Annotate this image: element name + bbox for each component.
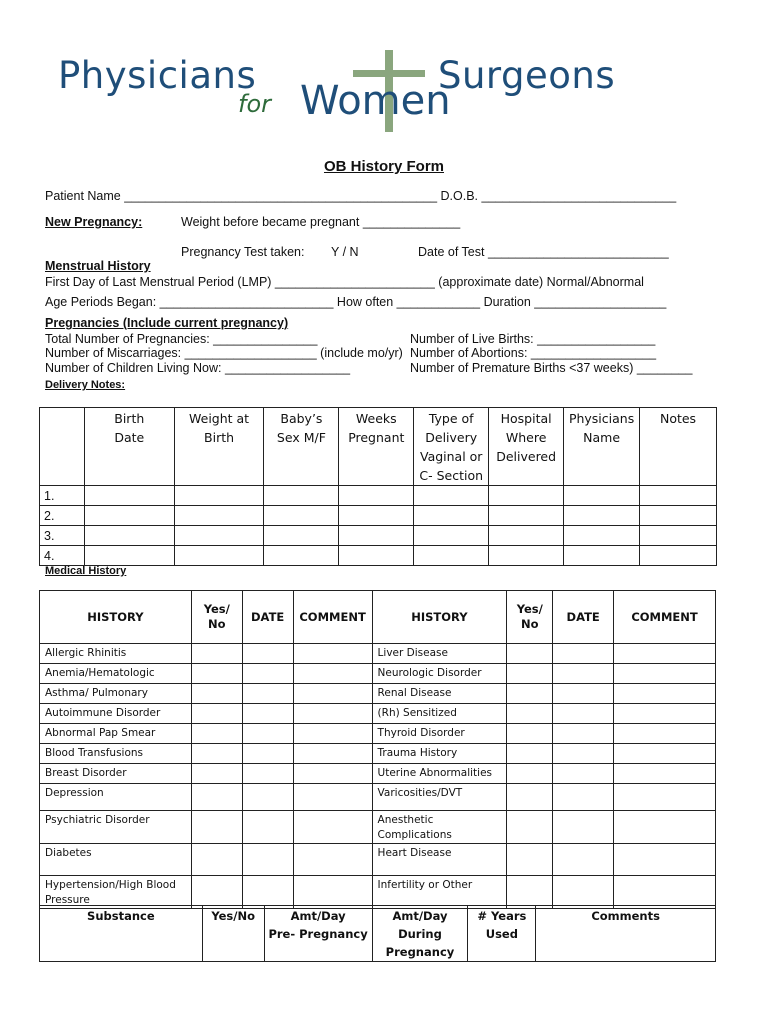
table-row: [40, 526, 717, 546]
delivery-header-birth-date: Birth Date: [84, 408, 174, 486]
substance-header-row: [40, 906, 716, 962]
lmp-field[interactable]: First Day of Last Menstrual Period (LMP) _______________________ (approximate date) Normal/Abnormal: [45, 275, 644, 289]
condition-label: (Rh) Sensitized: [372, 704, 507, 724]
condition-label: Autoimmune Disorder: [40, 704, 192, 724]
delivery-header-weight: Weight at Birth: [174, 408, 264, 486]
table-row: [40, 506, 717, 526]
menstrual-history-heading: Menstrual History: [45, 259, 151, 273]
header-date: DATE: [242, 591, 293, 644]
medical-history-heading: Medical History: [45, 565, 127, 577]
date-of-test-field[interactable]: Date of Test __________________________: [418, 245, 669, 259]
condition-label: Varicosities/DVT: [372, 784, 507, 811]
new-pregnancy-label: New Pregnancy:: [45, 215, 143, 229]
row-number: 3.: [40, 526, 85, 546]
cross-icon-bar: [353, 70, 425, 77]
weight-before-field[interactable]: Weight before became pregnant ______________: [181, 215, 461, 229]
pregnancies-heading: Pregnancies (Include current pregnancy): [45, 316, 289, 330]
premature-births-field[interactable]: Number of Premature Births <37 weeks) ________: [410, 361, 693, 375]
test-taken-yn[interactable]: Y / N: [331, 245, 359, 259]
condition-label: Asthma/ Pulmonary: [40, 684, 192, 704]
condition-label: Hypertension/High Blood Pressure: [40, 876, 192, 909]
condition-label: Anesthetic Complications: [372, 811, 507, 844]
patient-name-field[interactable]: Patient Name _____________________________________________ D.O.B. ____________________________: [45, 189, 677, 203]
table-row: [40, 844, 716, 876]
condition-label: Infertility or Other: [372, 876, 507, 909]
logo-text-physicians: Physicians: [58, 54, 257, 97]
delivery-header-weeks: Weeks Pregnant: [339, 408, 414, 486]
table-row: [40, 486, 717, 506]
header-years-used: # Years Used: [468, 906, 536, 962]
delivery-notes-heading: Delivery Notes:: [45, 379, 126, 391]
table-row: [40, 664, 716, 684]
age-periods-field[interactable]: Age Periods Began: _________________________ How often ____________ Duration ___________________: [45, 295, 667, 309]
logo-text-women: Women: [300, 78, 451, 124]
children-living-field[interactable]: Number of Children Living Now: __________________: [45, 361, 351, 375]
table-row: [40, 764, 716, 784]
medical-header-row: [40, 591, 716, 644]
condition-label: Renal Disease: [372, 684, 507, 704]
substance-table: [39, 905, 716, 962]
header-amt-pre: Amt/Day Pre- Pregnancy: [264, 906, 372, 962]
header-yes-no: Yes/ No: [191, 591, 242, 644]
delivery-header-physician: Physicians Name: [564, 408, 640, 486]
table-row: [40, 724, 716, 744]
delivery-header-sex: Baby’s Sex M/F: [264, 408, 339, 486]
form-title: OB History Form: [323, 158, 444, 175]
row-number: 2.: [40, 506, 85, 526]
header-amt-during: Amt/Day During Pregnancy: [372, 906, 468, 962]
miscarriages-field[interactable]: Number of Miscarriages: ___________________ (include mo/yr): [45, 346, 403, 360]
practice-logo: [0, 40, 768, 130]
condition-label: Thyroid Disorder: [372, 724, 507, 744]
condition-label: Heart Disease: [372, 844, 507, 876]
table-row: [40, 644, 716, 664]
abortions-field[interactable]: Number of Abortions: __________________: [410, 346, 657, 360]
header-substance: Substance: [40, 906, 203, 962]
test-taken-label: Pregnancy Test taken:: [181, 245, 305, 259]
condition-label: Uterine Abnormalities: [372, 764, 507, 784]
table-row: [40, 876, 716, 909]
condition-label: Blood Transfusions: [40, 744, 192, 764]
condition-label: Neurologic Disorder: [372, 664, 507, 684]
row-number: 1.: [40, 486, 85, 506]
table-row: [40, 546, 717, 566]
condition-label: Abnormal Pap Smear: [40, 724, 192, 744]
condition-label: Depression: [40, 784, 192, 811]
delivery-header-type: Type of Delivery Vaginal or C- Section: [414, 408, 489, 486]
condition-label: Anemia/Hematologic: [40, 664, 192, 684]
medical-history-table: [39, 590, 716, 909]
condition-label: Liver Disease: [372, 644, 507, 664]
condition-label: Allergic Rhinitis: [40, 644, 192, 664]
delivery-header-index: [40, 408, 85, 486]
delivery-header-notes: Notes: [640, 408, 717, 486]
header-yes-no: Yes/No: [202, 906, 264, 962]
logo-text-surgeons: Surgeons: [438, 54, 616, 97]
header-history-2: HISTORY: [372, 591, 507, 644]
row-number: 4.: [40, 546, 85, 566]
table-row: [40, 784, 716, 811]
delivery-header-row: [40, 408, 717, 486]
delivery-header-hospital: Hospital Where Delivered: [489, 408, 564, 486]
condition-label: Trauma History: [372, 744, 507, 764]
live-births-field[interactable]: Number of Live Births: _________________: [410, 332, 656, 346]
header-date-2: DATE: [553, 591, 614, 644]
table-row: [40, 684, 716, 704]
total-pregnancies-field[interactable]: Total Number of Pregnancies: _______________: [45, 332, 318, 346]
table-row: [40, 811, 716, 844]
header-comment-2: COMMENT: [614, 591, 716, 644]
table-row: [40, 744, 716, 764]
logo-text-for: for: [238, 90, 271, 118]
header-comment: COMMENT: [293, 591, 372, 644]
header-history: HISTORY: [40, 591, 192, 644]
condition-label: Psychiatric Disorder: [40, 811, 192, 844]
header-comments: Comments: [536, 906, 716, 962]
delivery-table: [39, 407, 717, 566]
header-yes-no-2: Yes/ No: [507, 591, 553, 644]
table-row: [40, 704, 716, 724]
condition-label: Breast Disorder: [40, 764, 192, 784]
condition-label: Diabetes: [40, 844, 192, 876]
